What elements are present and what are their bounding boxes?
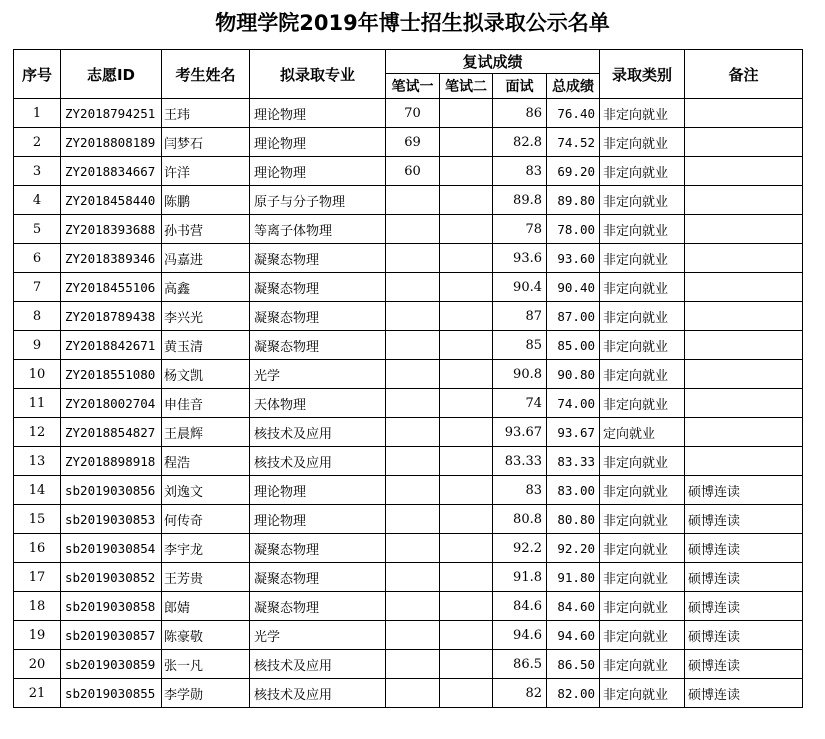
cell-type: 非定向就业	[600, 447, 685, 476]
cell-major: 凝聚态物理	[250, 592, 386, 621]
table-row	[14, 273, 803, 302]
cell-type: 非定向就业	[600, 157, 685, 186]
table-row	[14, 244, 803, 273]
cell-major: 理论物理	[250, 157, 386, 186]
cell-total: 86.50	[547, 650, 600, 679]
cell-total: 89.80	[547, 186, 600, 215]
cell-major: 理论物理	[250, 505, 386, 534]
cell-interview: 89.8	[493, 186, 547, 215]
cell-no: 19	[14, 621, 61, 650]
cell-name: 王玮	[162, 99, 250, 128]
cell-total: 84.60	[547, 592, 600, 621]
cell-type: 非定向就业	[600, 331, 685, 360]
cell-written1	[386, 360, 440, 389]
cell-written1	[386, 389, 440, 418]
cell-major: 理论物理	[250, 476, 386, 505]
cell-written1	[386, 679, 440, 708]
cell-note	[685, 447, 803, 476]
header-id: 志愿ID	[61, 50, 162, 99]
cell-name: 杨文凯	[162, 360, 250, 389]
table-row	[14, 215, 803, 244]
table-body	[14, 99, 803, 708]
table-row	[14, 592, 803, 621]
cell-no: 1	[14, 99, 61, 128]
cell-no: 5	[14, 215, 61, 244]
cell-written1	[386, 505, 440, 534]
cell-total: 90.80	[547, 360, 600, 389]
table-row	[14, 505, 803, 534]
cell-written2	[440, 389, 493, 418]
cell-type: 非定向就业	[600, 621, 685, 650]
cell-interview: 86.5	[493, 650, 547, 679]
cell-note	[685, 215, 803, 244]
cell-written1	[386, 186, 440, 215]
cell-id: sb2019030856	[61, 476, 162, 505]
cell-major: 核技术及应用	[250, 418, 386, 447]
cell-total: 69.20	[547, 157, 600, 186]
cell-id: ZY2018898918	[61, 447, 162, 476]
cell-written2	[440, 563, 493, 592]
cell-total: 85.00	[547, 331, 600, 360]
cell-type: 非定向就业	[600, 679, 685, 708]
cell-name: 陈鹏	[162, 186, 250, 215]
cell-name: 郎婧	[162, 592, 250, 621]
cell-id: ZY2018842671	[61, 331, 162, 360]
cell-written2	[440, 621, 493, 650]
cell-note: 硕博连读	[685, 650, 803, 679]
cell-id: ZY2018789438	[61, 302, 162, 331]
cell-written2	[440, 476, 493, 505]
cell-interview: 80.8	[493, 505, 547, 534]
table-row	[14, 563, 803, 592]
cell-written2	[440, 505, 493, 534]
cell-note	[685, 418, 803, 447]
cell-major: 理论物理	[250, 99, 386, 128]
cell-major: 凝聚态物理	[250, 534, 386, 563]
cell-written2	[440, 99, 493, 128]
cell-written1: 70	[386, 99, 440, 128]
cell-written2	[440, 157, 493, 186]
table-row	[14, 99, 803, 128]
cell-name: 程浩	[162, 447, 250, 476]
cell-major: 核技术及应用	[250, 447, 386, 476]
cell-id: ZY2018551080	[61, 360, 162, 389]
cell-interview: 74	[493, 389, 547, 418]
cell-id: ZY2018854827	[61, 418, 162, 447]
cell-no: 20	[14, 650, 61, 679]
cell-note	[685, 360, 803, 389]
table-row	[14, 389, 803, 418]
cell-id: sb2019030857	[61, 621, 162, 650]
cell-note	[685, 302, 803, 331]
cell-name: 陈豪敬	[162, 621, 250, 650]
cell-written1	[386, 418, 440, 447]
cell-no: 4	[14, 186, 61, 215]
cell-no: 16	[14, 534, 61, 563]
cell-note	[685, 99, 803, 128]
cell-written1	[386, 476, 440, 505]
cell-no: 6	[14, 244, 61, 273]
cell-interview: 85	[493, 331, 547, 360]
header-type: 录取类别	[600, 50, 685, 99]
page-title: 物理学院2019年博士招生拟录取公示名单	[215, 11, 610, 35]
table-row	[14, 447, 803, 476]
cell-interview: 83.33	[493, 447, 547, 476]
cell-name: 许洋	[162, 157, 250, 186]
header-interview: 面试	[493, 74, 547, 99]
cell-written2	[440, 679, 493, 708]
cell-total: 93.67	[547, 418, 600, 447]
cell-interview: 82.8	[493, 128, 547, 157]
cell-name: 李宇龙	[162, 534, 250, 563]
cell-no: 12	[14, 418, 61, 447]
cell-total: 74.52	[547, 128, 600, 157]
cell-type: 定向就业	[600, 418, 685, 447]
cell-no: 18	[14, 592, 61, 621]
cell-note	[685, 389, 803, 418]
cell-interview: 93.6	[493, 244, 547, 273]
cell-interview: 90.8	[493, 360, 547, 389]
cell-total: 94.60	[547, 621, 600, 650]
cell-note: 硕博连读	[685, 592, 803, 621]
cell-note	[685, 157, 803, 186]
cell-id: sb2019030859	[61, 650, 162, 679]
cell-no: 21	[14, 679, 61, 708]
cell-interview: 93.67	[493, 418, 547, 447]
cell-interview: 83	[493, 476, 547, 505]
cell-id: ZY2018794251	[61, 99, 162, 128]
cell-id: ZY2018002704	[61, 389, 162, 418]
cell-note	[685, 128, 803, 157]
cell-interview: 84.6	[493, 592, 547, 621]
cell-note: 硕博连读	[685, 679, 803, 708]
cell-total: 78.00	[547, 215, 600, 244]
cell-written2	[440, 186, 493, 215]
cell-type: 非定向就业	[600, 650, 685, 679]
cell-written2	[440, 418, 493, 447]
cell-major: 天体物理	[250, 389, 386, 418]
cell-note: 硕博连读	[685, 534, 803, 563]
cell-written1	[386, 447, 440, 476]
cell-note	[685, 186, 803, 215]
cell-written2	[440, 331, 493, 360]
cell-type: 非定向就业	[600, 215, 685, 244]
cell-total: 92.20	[547, 534, 600, 563]
cell-written1	[386, 563, 440, 592]
cell-written1	[386, 592, 440, 621]
cell-major: 等离子体物理	[250, 215, 386, 244]
cell-no: 3	[14, 157, 61, 186]
cell-interview: 94.6	[493, 621, 547, 650]
cell-id: sb2019030858	[61, 592, 162, 621]
cell-name: 何传奇	[162, 505, 250, 534]
cell-interview: 82	[493, 679, 547, 708]
cell-id: ZY2018458440	[61, 186, 162, 215]
cell-no: 15	[14, 505, 61, 534]
cell-note: 硕博连读	[685, 621, 803, 650]
cell-written1	[386, 215, 440, 244]
cell-total: 74.00	[547, 389, 600, 418]
cell-written1	[386, 534, 440, 563]
cell-type: 非定向就业	[600, 128, 685, 157]
cell-written1	[386, 273, 440, 302]
header-no: 序号	[14, 50, 61, 99]
cell-type: 非定向就业	[600, 302, 685, 331]
table-row	[14, 360, 803, 389]
cell-id: sb2019030855	[61, 679, 162, 708]
cell-id: ZY2018808189	[61, 128, 162, 157]
cell-name: 王芳贵	[162, 563, 250, 592]
cell-major: 核技术及应用	[250, 679, 386, 708]
cell-type: 非定向就业	[600, 99, 685, 128]
cell-note	[685, 331, 803, 360]
cell-id: sb2019030853	[61, 505, 162, 534]
cell-written1	[386, 244, 440, 273]
cell-name: 李学勋	[162, 679, 250, 708]
cell-type: 非定向就业	[600, 505, 685, 534]
cell-name: 黄玉清	[162, 331, 250, 360]
table-row	[14, 534, 803, 563]
cell-written2	[440, 360, 493, 389]
header-written1: 笔试一	[386, 74, 440, 99]
cell-id: ZY2018834667	[61, 157, 162, 186]
cell-total: 82.00	[547, 679, 600, 708]
header-retest: 复试成绩	[386, 50, 600, 74]
table-row	[14, 331, 803, 360]
cell-note: 硕博连读	[685, 476, 803, 505]
cell-written1	[386, 621, 440, 650]
cell-no: 2	[14, 128, 61, 157]
cell-type: 非定向就业	[600, 563, 685, 592]
cell-type: 非定向就业	[600, 476, 685, 505]
cell-type: 非定向就业	[600, 389, 685, 418]
table-row	[14, 302, 803, 331]
cell-no: 9	[14, 331, 61, 360]
cell-no: 10	[14, 360, 61, 389]
cell-major: 凝聚态物理	[250, 563, 386, 592]
cell-written1: 69	[386, 128, 440, 157]
table-row	[14, 128, 803, 157]
cell-written2	[440, 447, 493, 476]
cell-total: 76.40	[547, 99, 600, 128]
cell-major: 理论物理	[250, 128, 386, 157]
cell-id: sb2019030854	[61, 534, 162, 563]
cell-name: 申佳音	[162, 389, 250, 418]
cell-written2	[440, 592, 493, 621]
cell-written1	[386, 650, 440, 679]
cell-written2	[440, 302, 493, 331]
table-row	[14, 621, 803, 650]
cell-major: 凝聚态物理	[250, 273, 386, 302]
cell-major: 光学	[250, 621, 386, 650]
cell-type: 非定向就业	[600, 244, 685, 273]
cell-name: 孙书营	[162, 215, 250, 244]
cell-total: 83.33	[547, 447, 600, 476]
cell-total: 83.00	[547, 476, 600, 505]
cell-no: 17	[14, 563, 61, 592]
header-name: 考生姓名	[162, 50, 250, 99]
cell-type: 非定向就业	[600, 360, 685, 389]
cell-major: 原子与分子物理	[250, 186, 386, 215]
cell-note	[685, 273, 803, 302]
cell-interview: 83	[493, 157, 547, 186]
cell-written2	[440, 128, 493, 157]
header-major: 拟录取专业	[250, 50, 386, 99]
cell-no: 14	[14, 476, 61, 505]
cell-interview: 86	[493, 99, 547, 128]
cell-total: 87.00	[547, 302, 600, 331]
cell-written2	[440, 273, 493, 302]
cell-note	[685, 244, 803, 273]
table-row	[14, 186, 803, 215]
cell-written1	[386, 331, 440, 360]
cell-name: 李兴光	[162, 302, 250, 331]
header-note: 备注	[685, 50, 803, 99]
cell-written2	[440, 534, 493, 563]
cell-total: 80.80	[547, 505, 600, 534]
cell-written2	[440, 650, 493, 679]
cell-interview: 92.2	[493, 534, 547, 563]
cell-type: 非定向就业	[600, 273, 685, 302]
cell-name: 张一凡	[162, 650, 250, 679]
cell-written2	[440, 215, 493, 244]
table-row	[14, 418, 803, 447]
cell-major: 凝聚态物理	[250, 331, 386, 360]
cell-id: ZY2018455106	[61, 273, 162, 302]
header-written2: 笔试二	[440, 74, 493, 99]
cell-written2	[440, 244, 493, 273]
cell-note: 硕博连读	[685, 563, 803, 592]
cell-no: 13	[14, 447, 61, 476]
cell-major: 光学	[250, 360, 386, 389]
cell-major: 凝聚态物理	[250, 302, 386, 331]
cell-interview: 87	[493, 302, 547, 331]
cell-interview: 90.4	[493, 273, 547, 302]
cell-name: 高鑫	[162, 273, 250, 302]
table-row	[14, 679, 803, 708]
cell-name: 王晨辉	[162, 418, 250, 447]
cell-total: 91.80	[547, 563, 600, 592]
cell-type: 非定向就业	[600, 592, 685, 621]
cell-note: 硕博连读	[685, 505, 803, 534]
table-row	[14, 476, 803, 505]
cell-name: 刘逸文	[162, 476, 250, 505]
cell-no: 7	[14, 273, 61, 302]
admission-table	[13, 49, 803, 708]
cell-no: 8	[14, 302, 61, 331]
cell-name: 闫梦石	[162, 128, 250, 157]
cell-major: 凝聚态物理	[250, 244, 386, 273]
cell-no: 11	[14, 389, 61, 418]
header-total: 总成绩	[547, 74, 600, 99]
cell-id: sb2019030852	[61, 563, 162, 592]
cell-type: 非定向就业	[600, 186, 685, 215]
cell-name: 冯嘉进	[162, 244, 250, 273]
cell-total: 93.60	[547, 244, 600, 273]
table-row	[14, 650, 803, 679]
cell-type: 非定向就业	[600, 534, 685, 563]
cell-id: ZY2018389346	[61, 244, 162, 273]
cell-total: 90.40	[547, 273, 600, 302]
cell-id: ZY2018393688	[61, 215, 162, 244]
cell-major: 核技术及应用	[250, 650, 386, 679]
cell-written1: 60	[386, 157, 440, 186]
cell-written1	[386, 302, 440, 331]
cell-interview: 78	[493, 215, 547, 244]
cell-interview: 91.8	[493, 563, 547, 592]
table-row	[14, 157, 803, 186]
